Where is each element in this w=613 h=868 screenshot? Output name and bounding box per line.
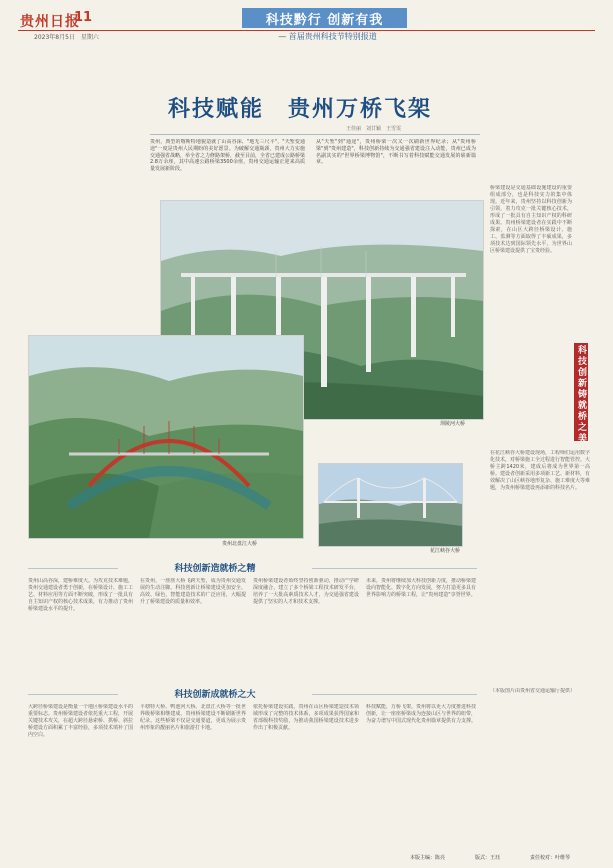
section-2-column-3: 依托桥梁建设实践，贵州在山区桥梁建造技术领域形成了完整的技术体系，多项成果获得国家和省部级科技奖励，为推动我国桥梁建设技术进步作出了积极贡献。 [253,704,359,731]
section-2-rule-left [28,694,118,695]
page-number: 11 [74,10,93,25]
right-column-top: 桥梁建设是交通基础设施建设的重要组成部分，也是科技实力的集中体现。近年来，贵州坚持以科技创新为引领，着力攻克一批关键核心技术，形成了一批具有自主知识产权的科研成果。贵州桥梁建设者在实践中不断探索，在山区大跨径桥梁设计、施工、监测等方面取得了丰硕成果，多项技术达到国际领先水平，为世界山区桥梁建设提供了宝贵经验。 [490,185,572,254]
photo-caption-3: 花江峡谷大桥 [430,548,461,554]
page-headline: 科技赋能 贵州万桥飞架 [167,96,432,122]
photo-caption-2: 贵州北盘江大桥 [222,541,258,547]
lead-rule [150,134,480,135]
banner-title: 科技黔行 创新有我 [265,13,384,28]
section-2-heading: 科技创新成就桥之大 [174,690,256,700]
newspaper-name: 贵州日报 [20,14,80,30]
section-1-column-3: 贵州桥梁建设者始终坚持创新驱动，推动产学研深度融合，建立了多个桥梁工程技术研发平台，培养了一大批高素质技术人才，为交通强省建设提供了坚实的人才和技术支撑。 [253,578,359,605]
arch-bridge-photo [28,335,304,539]
side-title: 科技创新铸就桥之美 [576,345,586,444]
footer-editor-3: 责任校对：叶维琴 [530,855,571,861]
section-1-heading: 科技创新造就桥之精 [174,564,256,574]
section-1-column-2: 在贵州，一座座大桥飞跨天堑，成为贵州交通发展的生动注脚。科技创新让桥梁建设更加安全、高效、绿色，智能建造技术的广泛应用，大幅提升了桥梁建设的质量和效率。 [140,578,246,605]
footer-editor-1: 本版主编：陈亮 [410,855,446,861]
photo-caption-1: 坝陵河大桥 [440,421,466,427]
section-1-column-1: 贵州山高谷深，建桥难度大。为攻克技术难题，贵州交通建设者勇于创新，在桥梁设计、施工工艺、材料应用等方面不断突破，形成了一批具有自主知识产权的核心技术成果，有力推动了贵州桥梁建设水平的提升。 [28,578,133,612]
section-2-column-4: 科技赋能，万桥飞架。贵州将以更大力度推进科技创新，让一座座桥梁成为连接山区与世界的纽带，为奋力谱写中国式现代化贵州篇章提供有力支撑。 [366,704,476,724]
banner-subtitle: — 首届贵州科技节特别报道 [278,32,377,41]
section-2-column-2: 平塘特大桥、鸭池河大桥、北盘江大桥等一批世界级桥梁相继建成，贵州桥梁建设不断刷新世界纪录。这些桥梁不仅是交通要道，更成为展示贵州形象的靓丽名片和旅游打卡地。 [140,704,246,731]
suspension-bridge-photo [318,463,463,547]
section-2-column-5: （本版图片由贵州省交通运输厅提供） [490,688,576,694]
lead-paragraph-left: 贵州，典型的喀斯特地貌造就了山高谷深、"地无三尺平"，"天堑变通途"一度是贵州人民期盼的美好愿景。为破解交通瓶颈，贵州大力实施交通强省战略，举全省之力修路架桥，截至目前，全省已建成公路桥梁2.8万余座，其中高速公路桥梁3500余座，贵州交通运输正迎来高质量发展新阶段。 [150,139,305,173]
section-1-rule-left [28,568,118,569]
section-1-rule-right [312,568,477,569]
lead-paragraph-right: 从"天堑"到"通途"，贵州桥梁一次又一次刷新世界纪录；从"贵州桥梁"到"贵州建造"，科技创新持续为交通强省建设注入动能，贵州已成为名副其实的"世界桥梁博物馆"，不断书写着科技赋能交通发展的崭新篇章。 [316,139,476,166]
byline: 王佳丽 刘廿颖 王雪雯 [346,126,402,132]
section-2-column-1: 大跨径桥梁建设是衡量一个地区桥梁建设水平的重要标志。贵州桥梁建设者依托重大工程，开展关键技术攻关，在超大跨径悬索桥、拱桥、斜拉桥建设方面积累了丰富经验，多项技术填补了国内空白。 [28,704,133,738]
footer-editor-2: 版式：王珏 [475,855,501,861]
issue-date: 2023年8月5日 星期六 [34,34,99,41]
right-column-middle: 在花江峡谷大桥建设现场，工程师们运用数字化技术，对桥梁施工全过程进行智能管控。大桥主跨1420米，建成后将成为世界第一高桥。建设者创新采用多项新工艺、新材料，有效解决了山区峡谷地形复杂、施工难度大等难题，为贵州桥梁建设再添新的科技名片。 [490,450,590,491]
section-2-rule-right [312,694,477,695]
section-1-column-4: 未来，贵州将继续加大科技创新力度，推动桥梁建设向智能化、数字化方向发展，努力打造更多具有世界影响力的桥梁工程，让"贵州建造"享誉世界。 [366,578,476,598]
